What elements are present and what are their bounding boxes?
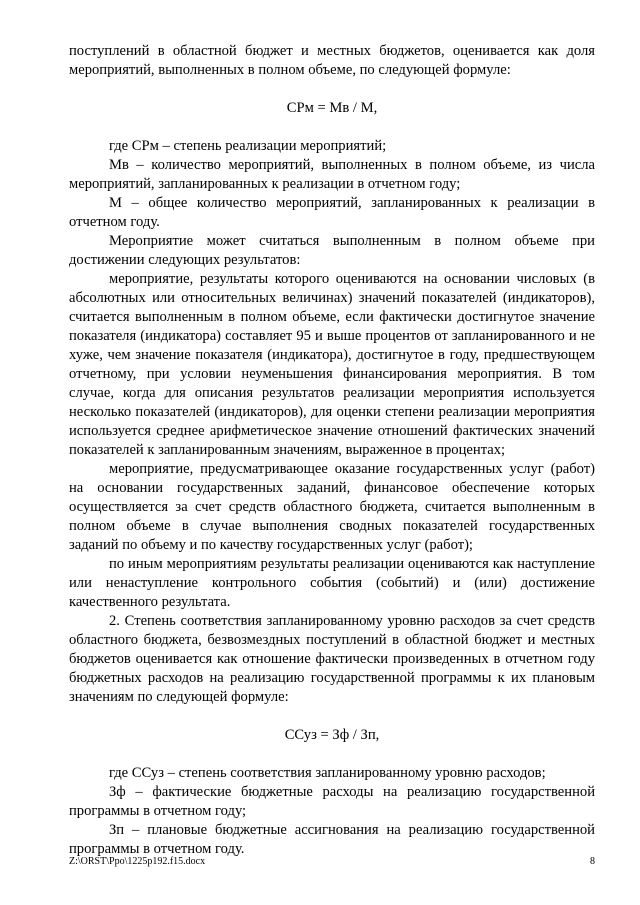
paragraph-zp-definition: Зп – плановые бюджетные ассигнования на реализацию государственной программы в отчетном году. bbox=[69, 822, 595, 857]
paragraph-mv-definition: Мв – количество мероприятий, выполненных в полном объеме, из числа мероприятий, запланированных к реализации в отчетном году; bbox=[69, 157, 595, 192]
paragraph-numeric-indicators: мероприятие, результаты которого оцениваются на основании числовых (в абсолютных или относительных величинах) значений показателей (индикаторов), считается выполненным в полном объеме, если фактически достигнутое значение показателя (индикатора) составляет 95 и выше процентов от запланированного и не хуже, чем значение показателя (индикатора), достигнутое в году, предшествующем отчетному, при условии неуменьшения финансирования мероприятия. В том случае, когда для описания результатов реализации мероприятия используется несколько показателей (индикаторов), для оценки степени реализации мероприятия используется среднее арифметическое значение отношений фактических значений показателей к запланированным значениям, выраженное в процентах; bbox=[69, 271, 595, 458]
paragraph-expenditure-compliance: 2. Степень соответствия запланированному уровню расходов за счет средств областного бюджета, безвозмездных поступлений в областной бюджет и местных бюджетов оценивается как отношение фактически произведенных в отчетном году бюджетных расходов на реализацию государственной программы к их плановым значениям по следующей формуле: bbox=[69, 613, 595, 705]
formula-ssuz: ССуз = Зф / Зп, bbox=[284, 727, 380, 743]
paragraph-completion-criteria: Мероприятие может считаться выполненным в полном объеме при достижении следующих результатов: bbox=[69, 233, 595, 268]
footer-file-path: Z:\ORST\Ppo\1225p192.f15.docx bbox=[69, 856, 206, 867]
page-body bbox=[69, 42, 595, 859]
paragraph-zf-definition: Зф – фактические бюджетные расходы на реализацию государственной программы в отчетном году; bbox=[69, 784, 595, 819]
footer-page-number: 8 bbox=[590, 856, 595, 867]
paragraph-srm-definition: где СРм – степень реализации мероприятий; bbox=[109, 138, 387, 154]
paragraph-state-services: мероприятие, предусматривающее оказание государственных услуг (работ) на основании государственных заданий, финансовое обеспечение которых осуществляется за счет средств областного бюджета, считается выполненным в полном объеме в случае выполнения сводных показателей государственных заданий по объему и по качеству государственных услуг (работ); bbox=[69, 461, 595, 553]
formula-srm: СРм = Мв / М, bbox=[286, 100, 378, 116]
paragraph-m-definition: М – общее количество мероприятий, запланированных к реализации в отчетном году. bbox=[69, 195, 595, 230]
paragraph-intro: поступлений в областной бюджет и местных бюджетов, оценивается как доля мероприятий, выполненных в полном объеме, по следующей формуле: bbox=[69, 43, 595, 78]
paragraph-other-measures: по иным мероприятиям результаты реализации оцениваются как наступление или ненаступление контрольного события (событий) и (или) достижение качественного результата. bbox=[69, 556, 595, 610]
paragraph-ssuz-definition: где ССуз – степень соответствия запланированному уровню расходов; bbox=[109, 765, 546, 781]
